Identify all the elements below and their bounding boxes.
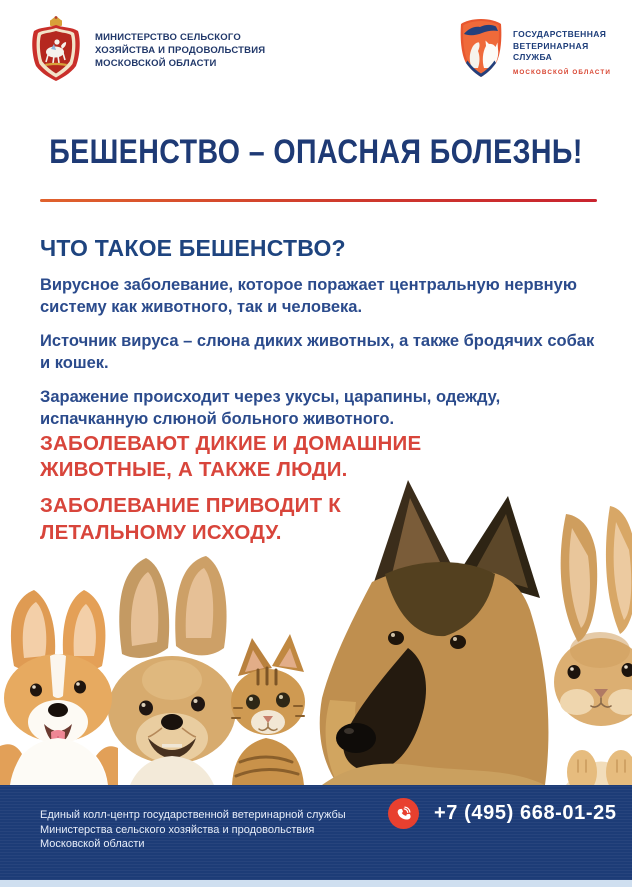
veterinary-service-badge-icon <box>458 18 504 78</box>
footer-phone-number: +7 (495) 668-01-25 <box>434 802 617 824</box>
warning-line: ЗАБОЛЕВАНИЕ ПРИВОДИТ К ЛЕТАЛЬНОМУ ИСХОДУ. <box>40 494 341 544</box>
moscow-region-coat-of-arms-icon <box>30 16 82 82</box>
footer-band <box>0 785 632 880</box>
german-shepherd-photo <box>320 480 549 785</box>
kitten-photo <box>231 634 305 785</box>
vet-service-name-line: ВЕТЕРИНАРНАЯ <box>513 40 589 51</box>
warning-line: ЗАБОЛЕВАЮТ ДИКИЕ И ДОМАШНИЕ ЖИВОТНЫЕ, А ТАКЖЕ ЛЮДИ. <box>40 432 422 482</box>
footer-callcenter-text <box>40 808 346 852</box>
footer-line: Министерства сельского хозяйства и продовольствия <box>40 823 315 836</box>
corgi-photo <box>0 590 118 785</box>
ministry-name <box>95 31 265 70</box>
poster-title: БЕШЕНСТВО – ОПАСНАЯ БОЛЕЗНЬ! <box>49 133 583 171</box>
vet-service-logo <box>458 18 611 78</box>
animals-photo-band <box>0 470 632 785</box>
vet-service-region: МОСКОВСКОЙ ОБЛАСТИ <box>513 68 611 76</box>
vet-service-name-line: СЛУЖБА <box>513 52 553 62</box>
phone-icon <box>388 798 419 829</box>
about-paragraph: Заражение происходит через укусы, царапины, одежду, испачканную слюной больного животного. <box>40 387 501 428</box>
about-paragraph: Источник вируса – слюна диких животных, а также бродячих собак и кошек. <box>40 331 595 372</box>
ministry-name-line: ХОЗЯЙСТВА И ПРОДОВОЛЬСТВИЯ <box>95 45 266 56</box>
title-divider-line <box>40 199 597 202</box>
about-heading: ЧТО ТАКОЕ БЕШЕНСТВО? <box>40 235 346 261</box>
about-paragraph: Вирусное заболевание, которое поражает центральную нервную систему как животного, так и человека. <box>40 276 577 316</box>
footer-line: Единый колл-центр государственной ветеринарной службы <box>40 809 346 821</box>
vet-service-name <box>513 29 611 78</box>
french-bulldog-photo <box>108 556 236 785</box>
footer-line: Московской области <box>40 838 145 850</box>
vet-service-name-line: ГОСУДАРСТВЕННАЯ <box>513 29 607 39</box>
ministry-name-line: МИНИСТЕРСТВО СЕЛЬСКОГО <box>95 32 241 43</box>
footer-phone-row <box>388 798 617 829</box>
bottom-edge-strip <box>0 880 632 887</box>
ministry-name-line: МОСКОВСКОЙ ОБЛАСТИ <box>95 58 217 69</box>
ministry-logo <box>30 16 265 82</box>
phone-handset-icon <box>395 805 412 822</box>
about-section <box>40 235 596 443</box>
rabbit-photo <box>554 506 632 785</box>
